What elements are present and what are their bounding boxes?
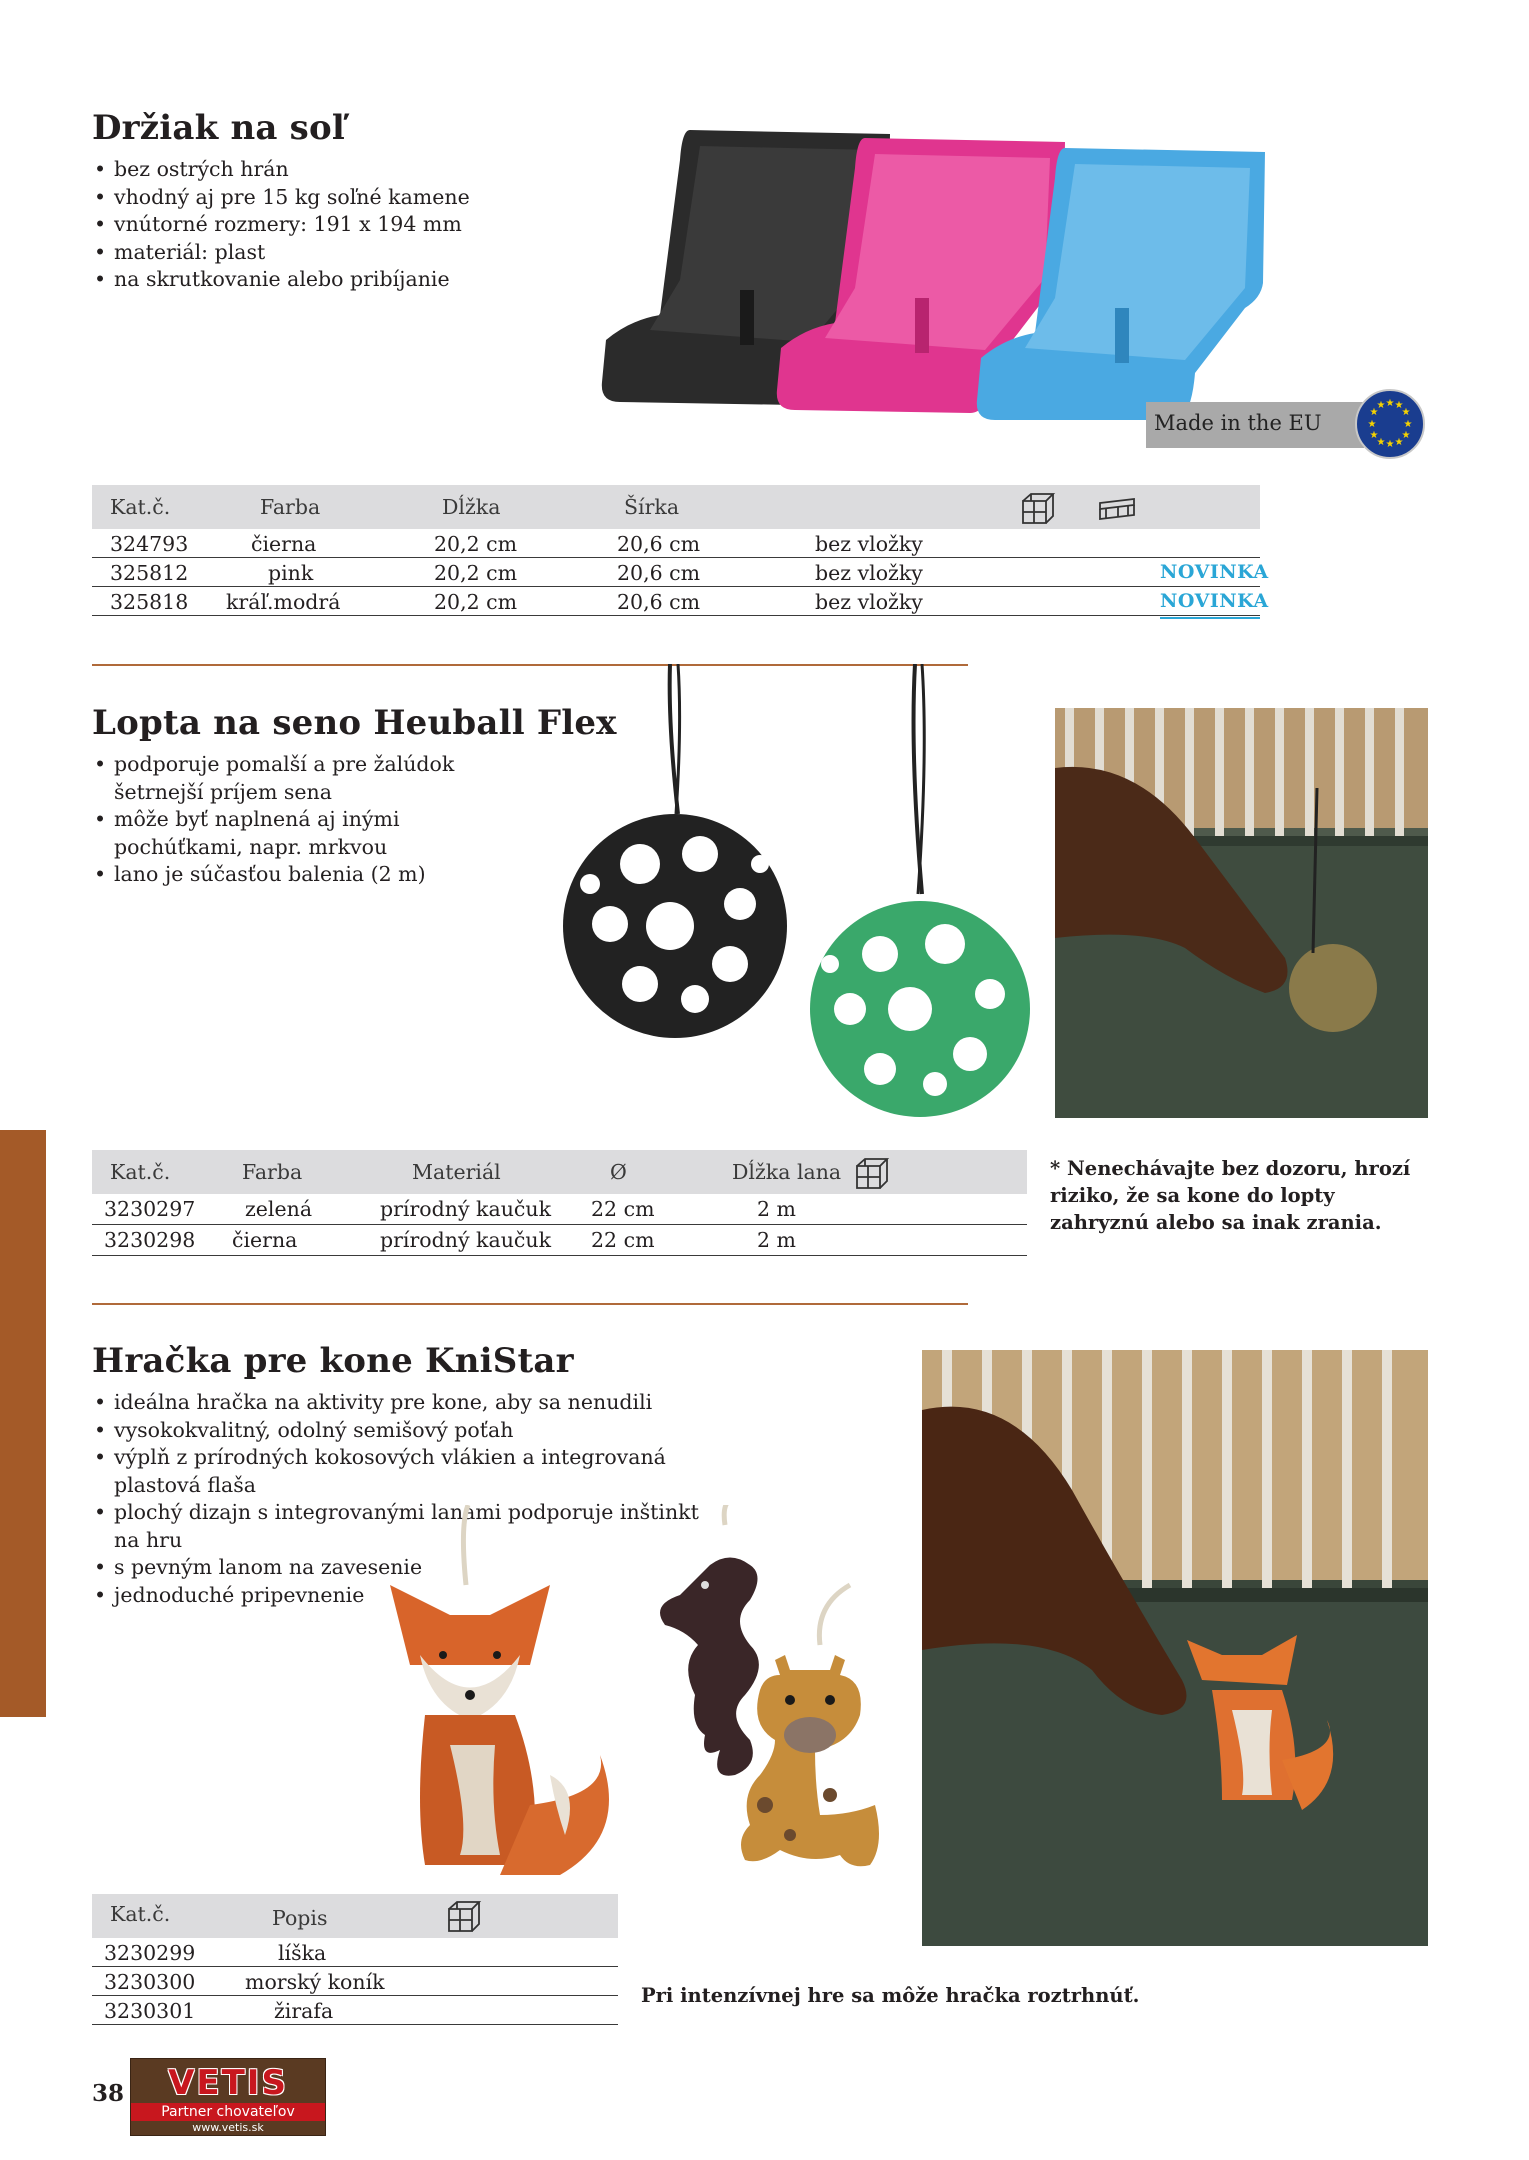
bullet: • jednoduché pripevnenie — [92, 1582, 712, 1610]
cell-kat: 3230301 — [104, 1999, 196, 2023]
bullet: • vysokokvalitný, odolný semišový poťah — [92, 1417, 712, 1445]
cell-farba: čierna — [232, 1228, 298, 1252]
cell-kat: 3230300 — [104, 1970, 196, 1994]
cell-farba: pink — [268, 561, 314, 585]
hayballs-image — [550, 664, 1040, 1124]
package-box-icon — [1020, 491, 1056, 525]
knistar-toys-image — [380, 1505, 910, 1905]
table-row — [92, 1938, 618, 1967]
bullet: • plochý dizajn s integrovanými lanami podporuje inštinkt na hru — [92, 1499, 712, 1554]
col-kat: Kat.č. — [110, 1160, 171, 1184]
svg-text:★: ★ — [1385, 439, 1395, 450]
hayball-table — [92, 1150, 1027, 1256]
novinka-underline — [1160, 617, 1260, 619]
cell-rope-length: 2 m — [757, 1228, 796, 1252]
svg-text:★: ★ — [1376, 400, 1386, 411]
col-kat: Kat.č. — [110, 495, 171, 519]
cell-rope-length: 2 m — [757, 1197, 796, 1221]
cell-kat: 324793 — [110, 532, 189, 556]
bullet: • lano je súčasťou balenia (2 m) — [92, 861, 532, 889]
cell-sirka: 20,6 cm — [617, 590, 701, 614]
horse-knistar-photo — [922, 1350, 1428, 1946]
cell-vlozka: bez vložky — [815, 561, 923, 585]
table-header — [92, 1150, 1027, 1194]
novinka-badge: NOVINKA — [1160, 561, 1269, 583]
eu-flag-icon — [1354, 388, 1426, 460]
svg-text:★: ★ — [1385, 398, 1395, 409]
col-rope-length: Dĺžka lana — [732, 1160, 842, 1184]
table-header — [92, 485, 1260, 529]
col-kat: Kat.č. — [110, 1902, 171, 1926]
cell-kat: 325812 — [110, 561, 189, 585]
hayball-green — [810, 901, 1030, 1117]
cell-material: prírodný kaučuk — [380, 1228, 551, 1252]
hayball-bullets — [92, 751, 532, 889]
cell-farba: zelená — [245, 1197, 313, 1221]
pallet-icon — [1098, 495, 1136, 521]
svg-text:★: ★ — [1394, 437, 1404, 448]
cell-kat: 3230298 — [104, 1228, 196, 1252]
vetis-url: www.vetis.sk — [192, 2121, 264, 2134]
col-dlzka: Dĺžka — [442, 495, 501, 519]
cell-dlzka: 20,2 cm — [434, 590, 518, 614]
salt-holders-image — [590, 120, 1350, 420]
knistar-table — [92, 1894, 618, 2025]
svg-text:★: ★ — [1369, 407, 1379, 418]
cell-vlozka: bez vložky — [815, 532, 923, 556]
cell-diameter: 22 cm — [591, 1228, 655, 1252]
toy-giraffe — [741, 1585, 879, 1866]
bullet: • podporuje pomalší a pre žalúdok šetrnejší príjem sena — [92, 751, 532, 806]
vetis-brand: VETIS — [168, 2063, 288, 2103]
svg-text:★: ★ — [1403, 419, 1413, 430]
cell-kat: 3230297 — [104, 1197, 196, 1221]
cell-farba: kráľ.modrá — [226, 590, 341, 614]
bullet: • ideálna hračka na aktivity pre kone, aby sa nenudili — [92, 1389, 712, 1417]
col-diameter: Ø — [610, 1160, 627, 1184]
section-divider — [92, 1303, 968, 1305]
cell-vlozka: bez vložky — [815, 590, 923, 614]
cell-dlzka: 20,2 cm — [434, 532, 518, 556]
page-number: 38 — [92, 2080, 125, 2107]
col-popis: Popis — [272, 1906, 328, 1930]
svg-text:★: ★ — [1401, 407, 1411, 418]
bullet: • vhodný aj pre 15 kg soľné kamene — [92, 184, 552, 212]
cell-popis: morský koník — [245, 1970, 385, 1994]
bullet: • na skrutkovanie alebo pribíjanie — [92, 266, 552, 294]
cell-farba: čierna — [251, 532, 317, 556]
made-in-eu-badge — [1146, 402, 1364, 448]
hayball-title: Lopta na seno Heuball Flex — [92, 703, 617, 743]
table-header — [92, 1894, 618, 1938]
svg-text:★: ★ — [1394, 400, 1404, 411]
svg-text:★: ★ — [1367, 419, 1377, 430]
cell-sirka: 20,6 cm — [617, 532, 701, 556]
hayball-black — [563, 814, 787, 1038]
salt-holder-bullets — [92, 156, 552, 294]
svg-text:★: ★ — [1369, 430, 1379, 441]
vetis-logo — [130, 2058, 326, 2136]
vetis-tagline: Partner chovateľov — [131, 2103, 325, 2121]
side-accent-bar — [0, 1130, 46, 1717]
table-row — [92, 1194, 1027, 1225]
toy-fox — [390, 1505, 609, 1875]
bullet: • výplň z prírodných kokosových vlákien a integrovaná plastová flaša — [92, 1444, 712, 1499]
package-box-icon — [854, 1156, 890, 1190]
cell-diameter: 22 cm — [591, 1197, 655, 1221]
hayball-warning-note: * Nenechávajte bez dozoru, hrozí riziko, že sa kone do lopty zahryznú alebo sa inak zrania. — [1050, 1157, 1411, 1234]
package-box-icon — [446, 1899, 482, 1933]
made-in-eu-text: Made in the EU — [1154, 411, 1322, 435]
cell-kat: 325818 — [110, 590, 189, 614]
table-row — [92, 1967, 618, 1996]
table-row — [92, 587, 1269, 616]
salt-holder-title: Držiak na soľ — [92, 108, 345, 148]
table-row — [92, 1225, 1027, 1256]
cell-sirka: 20,6 cm — [617, 561, 701, 585]
salt-holder-table — [92, 485, 1269, 616]
bullet: • materiál: plast — [92, 239, 552, 267]
svg-text:★: ★ — [1376, 437, 1386, 448]
col-sirka: Šírka — [624, 495, 680, 519]
col-farba: Farba — [260, 495, 321, 519]
table-row — [92, 1996, 618, 2025]
svg-text:★: ★ — [1401, 430, 1411, 441]
toy-seahorse — [660, 1505, 759, 1776]
horse-hayball-illustration — [1055, 708, 1428, 1118]
bullet: • bez ostrých hrán — [92, 156, 552, 184]
cell-kat: 3230299 — [104, 1941, 196, 1965]
table-row — [92, 529, 1260, 558]
bullet: • s pevným lanom na zavesenie — [92, 1554, 712, 1582]
col-material: Materiál — [412, 1160, 501, 1184]
knistar-title: Hračka pre kone KniStar — [92, 1341, 574, 1381]
novinka-badge: NOVINKA — [1160, 590, 1269, 612]
cell-popis: žirafa — [274, 1999, 334, 2023]
horse-hayball-photo — [1055, 708, 1428, 1118]
horse-knistar-illustration — [922, 1350, 1428, 1946]
cell-dlzka: 20,2 cm — [434, 561, 518, 585]
cell-material: prírodný kaučuk — [380, 1197, 551, 1221]
knistar-warning-note: Pri intenzívnej hre sa môže hračka roztrhnúť. — [641, 1984, 1140, 2007]
col-farba: Farba — [242, 1160, 303, 1184]
cell-popis: líška — [278, 1941, 327, 1965]
table-row — [92, 558, 1269, 587]
bullet: • môže byť naplnená aj inými pochúťkami, napr. mrkvou — [92, 806, 532, 861]
bullet: • vnútorné rozmery: 191 x 194 mm — [92, 211, 552, 239]
